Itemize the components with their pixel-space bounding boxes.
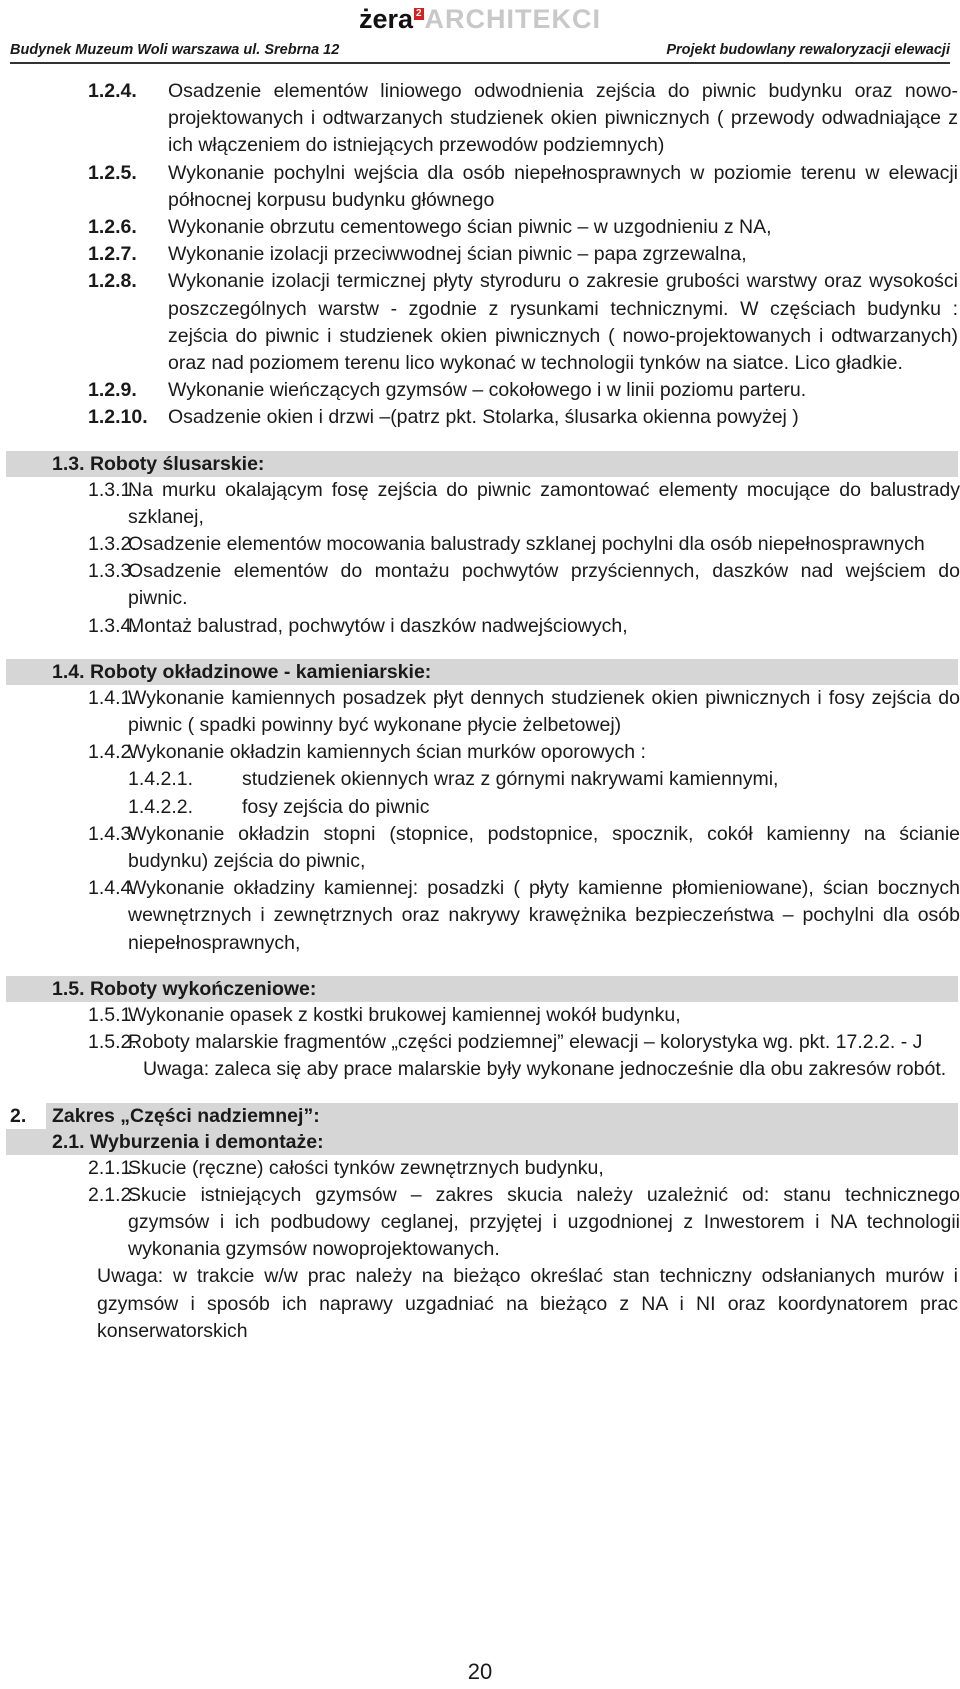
list-item <box>0 739 960 766</box>
list-item <box>0 477 960 531</box>
item-text: Osadzenie elementów liniowego odwodnienia zejścia do piwnic budynku oraz nowo-projektowanych i odtwarzanych studzienek okien piwnicznych ( przewody odwadniające z ich włączeniem do istniejących przewodów podziemnych) <box>168 80 958 157</box>
item-number: 1.4.2.1. <box>128 768 194 791</box>
item-number: 1.2.5. <box>88 161 137 184</box>
item-number: 1.2.6. <box>88 216 137 239</box>
sub-list-item <box>0 794 960 821</box>
item-text: Wykonanie obrzutu cementowego ścian piwnic – w uzgodnieniu z NA, <box>168 216 772 239</box>
list-item <box>0 875 960 957</box>
list-item <box>0 1002 960 1029</box>
list-item <box>0 821 960 875</box>
list-item <box>0 558 960 612</box>
header-building: Budynek Muzeum Woli warszawa ul. Srebrna 12 <box>10 42 340 58</box>
list-item <box>0 404 960 431</box>
note-text: Uwaga: w trakcie w/w prac należy na bieżąco określać stan techniczny odsłanianych murów i gzymsów i sposób ich naprawy uzgadniać na bieżąco z NA i NI oraz koordynatorem prac konserwatorskich <box>97 1265 958 1342</box>
section-heading-1-4: 1.4. Roboty okładzinowe - kamieniarskie: <box>6 659 958 685</box>
sub-list-item <box>0 766 960 793</box>
list-item <box>0 1182 960 1264</box>
item-text: Wykonanie kamiennych posadzek płyt dennych studzienek okien piwnicznych i fosy zejścia do piwnic ( spadki powinny być wykonane płycie żelbetowej) <box>128 686 960 737</box>
logo-main: żera <box>358 4 413 34</box>
section-title: Zakres „Części nadziemnej”: <box>52 1104 320 1127</box>
note-text: Uwaga: zaleca się aby prace malarskie były wykonane jednocześnie dla obu zakresów robót. <box>143 1058 947 1081</box>
item-number: 2.1.2. <box>88 1183 137 1206</box>
page-header <box>10 40 950 64</box>
document-body <box>0 78 960 1345</box>
list-item <box>0 214 960 241</box>
header-project: Projekt budowlany rewaloryzacji elewacji <box>666 42 950 58</box>
item-text: Wykonanie pochylni wejścia dla osób niepełnosprawnych w poziomie terenu w elewacji północnej korpusu budynku głównego <box>168 161 958 211</box>
item-number: 1.3.4. <box>88 614 137 637</box>
item-number: 1.3.3. <box>88 560 137 583</box>
item-number: 1.3.2. <box>88 533 137 556</box>
item-text: studzienek okiennych wraz z górnymi nakrywami kamiennymi, <box>242 768 779 791</box>
page-number: 20 <box>467 1659 493 1684</box>
item-number: 1.2.7. <box>88 243 137 266</box>
item-text: Wykonanie izolacji termicznej płyty styroduru o zakresie grubości warstwy oraz wysokości poszczególnych warstw - zgodnie z rysunkami technicznymi. W częściach budynku : zejścia do piwnic i studzienek okien piwnicznych ( nowo-projektowanych i odtwarzanych) oraz nad poziomem terenu lico wykonać w technologii tynków na siatce. Lico gładkie. <box>168 270 958 375</box>
item-number: 1.4.2. <box>88 741 137 764</box>
item-text: fosy zejścia do piwnic <box>242 795 430 818</box>
item-number: 1.3.1. <box>88 478 137 501</box>
item-number: 1.4.4. <box>88 877 137 900</box>
item-text: Wykonanie izolacji przeciwwodnej ścian piwnic – papa zgrzewalna, <box>168 243 747 266</box>
item-number: 1.5.1. <box>88 1003 137 1026</box>
item-text: Skucie (ręczne) całości tynków zewnętrznych budynku, <box>128 1156 604 1179</box>
item-number: 1.5.2. <box>88 1031 137 1054</box>
item-text: Wykonanie okładzin kamiennych ścian murków oporowych : <box>128 741 646 764</box>
item-text: Wykonanie okładziny kamiennej: posadzki ( płyty kamienne płomieniowane), ścian bocznych wewnętrznych i zewnętrznych oraz nakrywy krawężnika bezpieczeństwa – pochylni dla osób niepełnosprawnych, <box>128 877 960 954</box>
item-number: 1.4.3. <box>88 822 137 845</box>
list-item <box>0 1155 960 1182</box>
item-text: Wykonanie opasek z kostki brukowej kamiennej wokół budynku, <box>128 1003 681 1026</box>
list-item <box>0 1029 960 1056</box>
list-item <box>0 268 960 377</box>
item-text: Montaż balustrad, pochwytów i daszków nadwejściowych, <box>128 614 628 637</box>
section-heading-2-1: 2.1. Wyburzenia i demontaże: <box>6 1129 958 1155</box>
section-heading-1-5: 1.5. Roboty wykończeniowe: <box>6 976 958 1002</box>
section-heading-2 <box>6 1103 958 1129</box>
list-item <box>0 613 960 640</box>
item-text: Wykonanie okładzin stopni (stopnice, podstopnice, spocznik, cokół kamienny na ścianie budynku) zejścia do piwnic, <box>128 822 960 873</box>
item-number: 1.4.1. <box>88 686 137 709</box>
item-number: 2.1.1. <box>88 1156 137 1179</box>
item-text: Na murku okalającym fosę zejścia do piwnic zamontować elementy mocujące do balustrady szklanej, <box>128 478 960 528</box>
company-logo <box>0 4 960 34</box>
logo-superscript: 2 <box>415 8 422 19</box>
item-text: Osadzenie elementów mocowania balustrady szklanej pochylni dla osób niepełnosprawnych <box>128 533 925 556</box>
list-item <box>0 531 960 558</box>
item-text: Skucie istniejących gzymsów – zakres skucia należy uzależnić od: stanu technicznego gzymsów i ich podbudowy ceglanej, przyjętej i uzgodnionej z Inwestorem i NA technologii wykonania gzymsów nowoprojektowanych. <box>128 1183 960 1261</box>
item-text: Osadzenie okien i drzwi –(patrz pkt. Stolarka, ślusarka okienna powyżej ) <box>168 406 799 429</box>
list-item <box>0 160 960 214</box>
item-number: 1.2.8. <box>88 270 137 293</box>
list-item <box>0 78 960 160</box>
item-text: Wykonanie wieńczących gzymsów – cokołowego i w linii poziomu parteru. <box>168 379 807 402</box>
section-heading-1-3: 1.3. Roboty ślusarskie: <box>6 451 958 477</box>
item-number: 1.2.9. <box>88 379 137 402</box>
item-text: Osadzenie elementów do montażu pochwytów przyściennych, daszków nad wejściem do piwnic. <box>128 560 960 610</box>
section-number: 2. <box>10 1104 27 1127</box>
logo-architects: ARCHITEKCI <box>424 4 602 34</box>
item-number: 1.2.10. <box>88 406 148 429</box>
item-text: Roboty malarskie fragmentów „części podziemnej” elewacji – kolorystyka wg. pkt. 17.2.2. - J <box>128 1031 923 1054</box>
item-number: 1.4.2.2. <box>128 795 194 818</box>
list-item <box>0 685 960 739</box>
item-number: 1.2.4. <box>88 80 137 102</box>
list-item <box>0 241 960 268</box>
list-item <box>0 377 960 404</box>
